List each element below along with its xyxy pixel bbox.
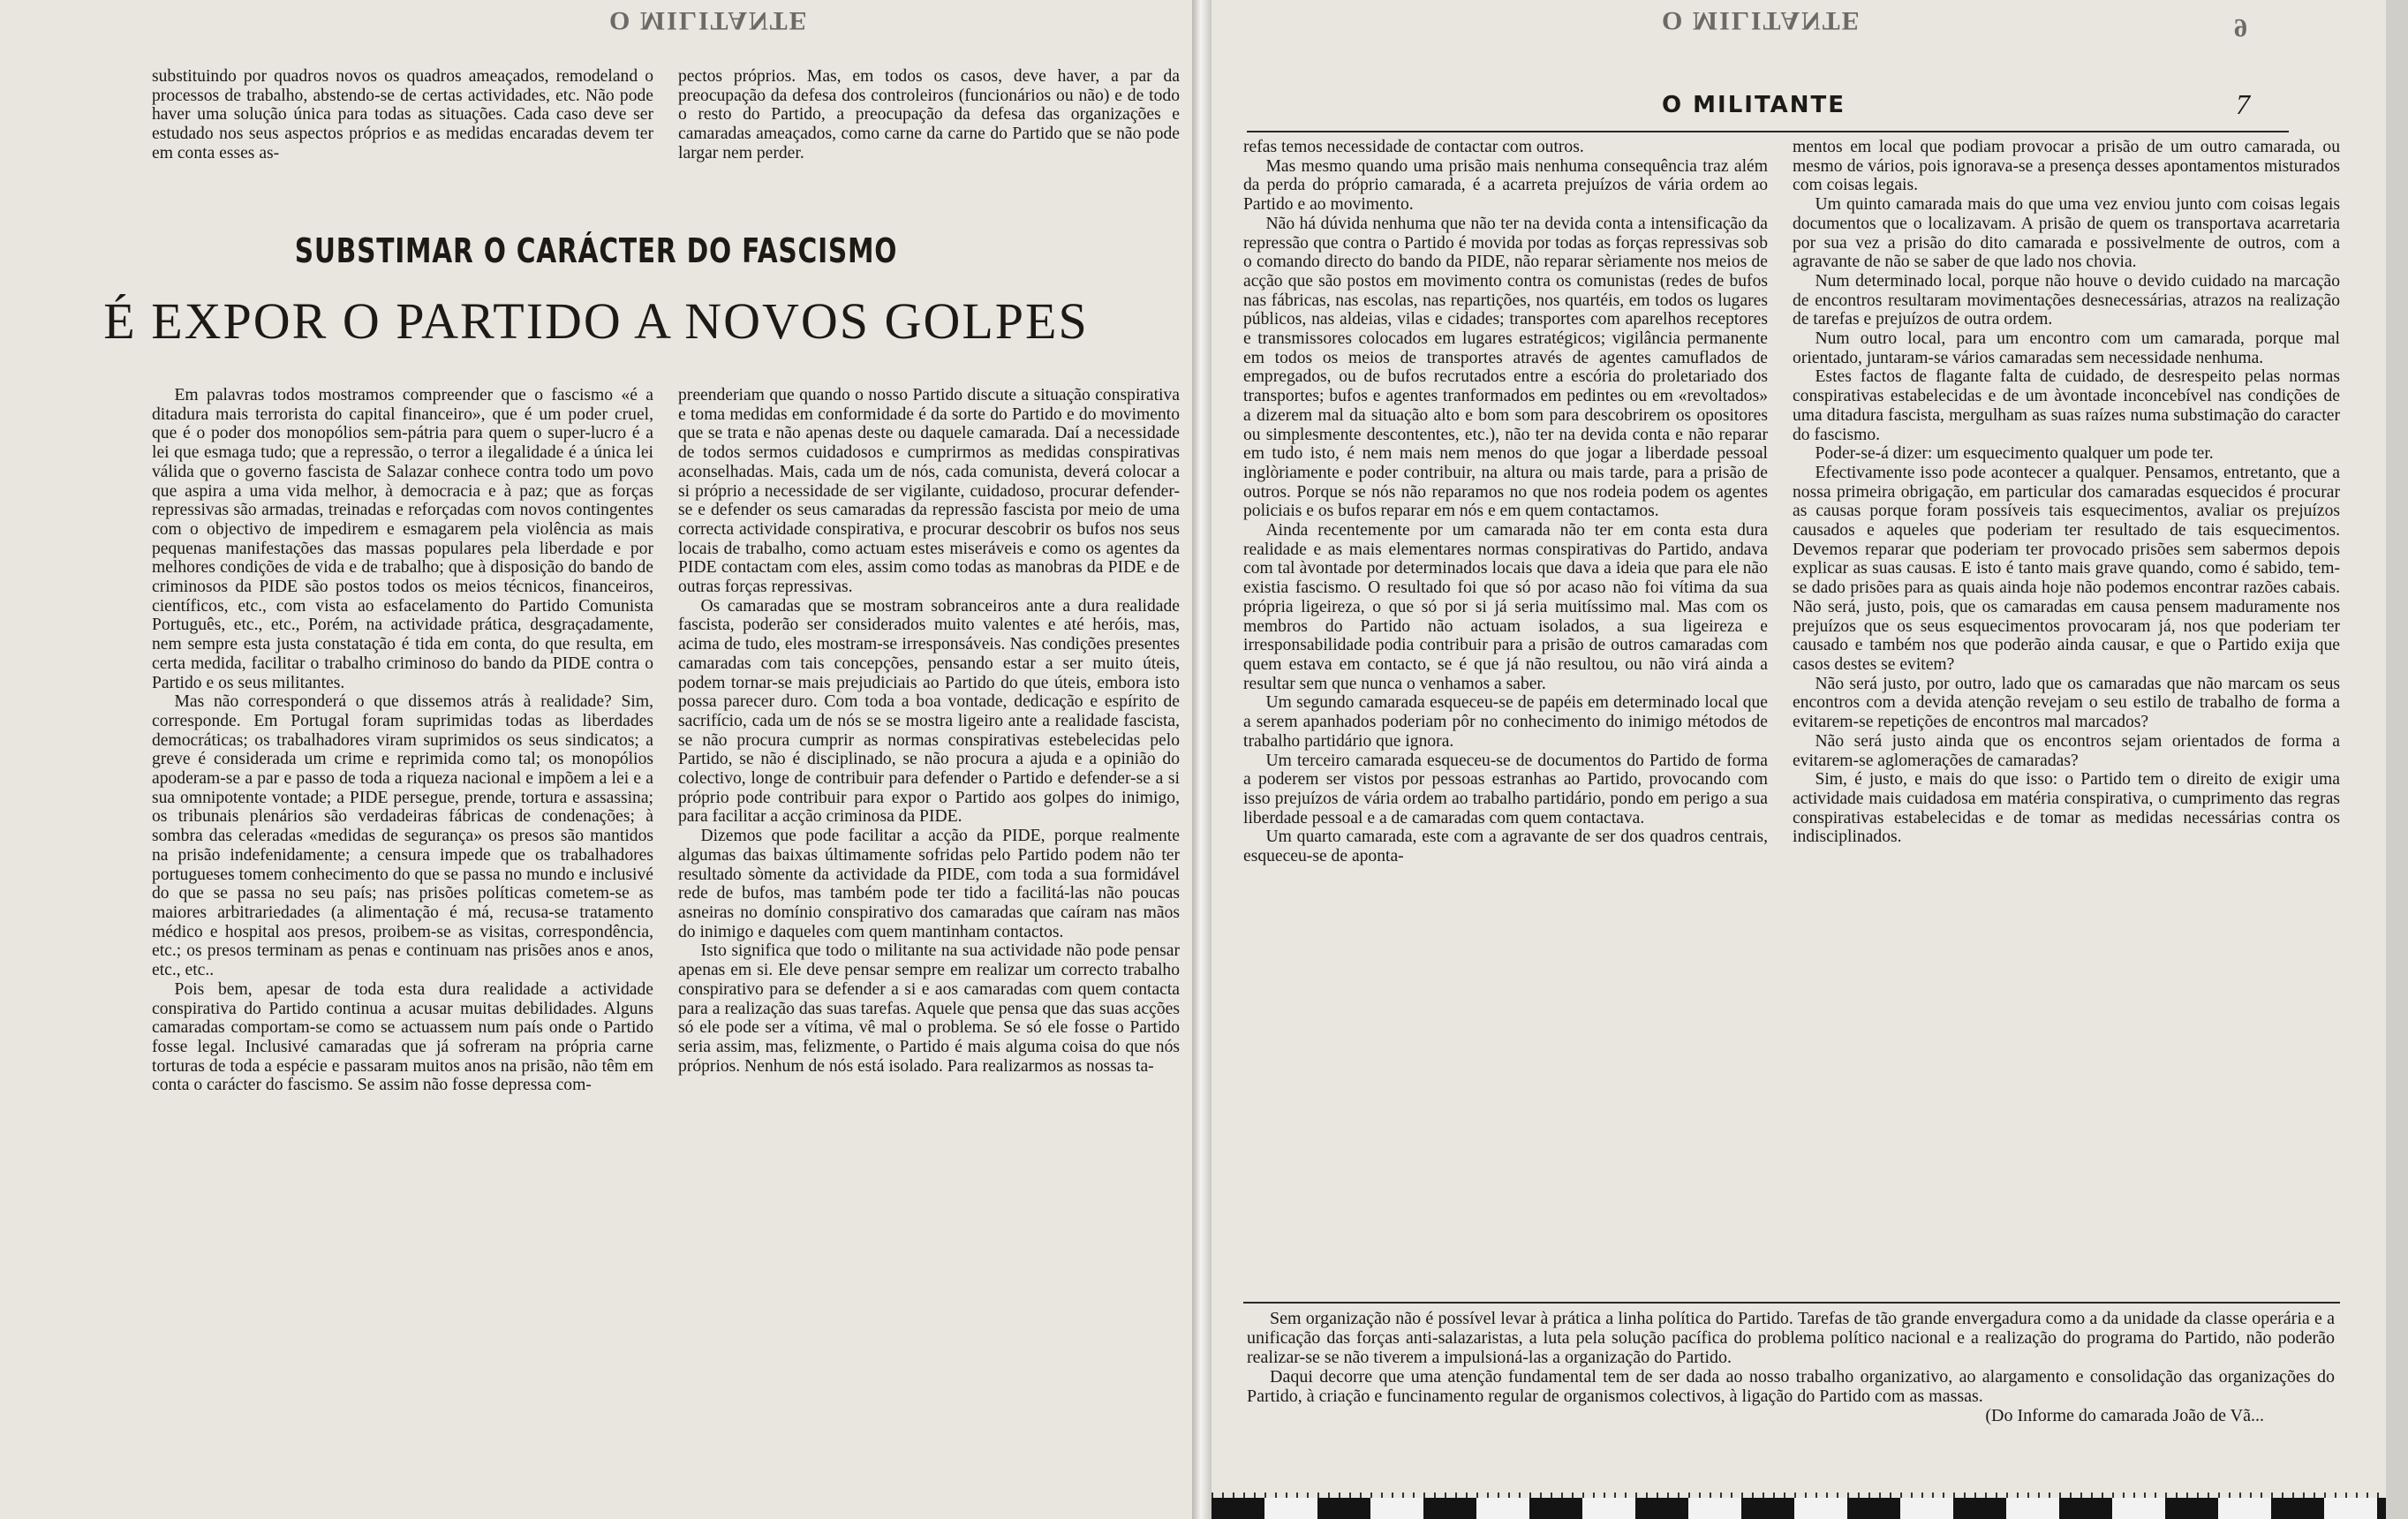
paragraph: Um quinto camarada mais do que uma vez enviou junto com coisas legais documentos que o localizavam. A prisão de quem os transportava acarretaria por sua vez a prisão do dito camarada e possivelmente de outros, com a agravante de não se saber de que lado nos chovia. [1793, 195, 2340, 272]
page-gutter [1192, 0, 1212, 1519]
paragraph: Efectivamente isso pode acontecer a qualquer. Pensamos, entretanto, que a nossa primeira obrigação, em particular dos camaradas esquecidos é procurar as causas porque foram possíveis tais esquecimentos, avaliar os prejuízos causados e aqueles que poderiam ter resultado de tais esquecimentos. Devemos reparar que poderiam ter provocado prisões sem sabermos depois explicar as suas causas. E isto é tanto mais grave quando, como é sabido, tem-se dado prisões para as quais ainda hoje não podemos encontrar razões cabais. Não será, justo, pois, que os camaradas em causa pensem maduramente nos prejuízos que os seus esquecimentos provocaram já, nos que poderiam ter causado e também nos que poderão ainda causar, e que o Partido exija que casos destes se evitem? [1793, 463, 2340, 674]
article-column-4 [1793, 138, 2340, 847]
paragraph: Num outro local, para um encontro com um camarada, porque mal orientado, juntaram-se vários camaradas sem necessidade nenhuma. [1793, 329, 2340, 367]
headline-subtitle: SUBSTIMAR O CARÁCTER DO FASCISMO [294, 231, 898, 270]
paragraph: Dizemos que pode facilitar a acção da PIDE, porque realmente algumas das baixas últimamente sofridas pelo Partido podem não ter resultado sòmente da actividade da PIDE, com toda a sua formidável rede de bufos, mas também pode ter tido a facilitá-las não poucas asneiras no domínio conspirativo dos camaradas que caíram nas mãos do inimigo e daqueles com quem mantinham contactos. [678, 827, 1180, 941]
paragraph: refas temos necessidade de contactar com outros. [1243, 138, 1584, 156]
right-page [1212, 0, 2386, 1519]
headline-title: É EXPOR O PARTIDO A NOVOS GOLPES [103, 292, 1089, 350]
paragraph: Mas não corresponderá o que dissemos atrás à realidade? Sim, corresponde. Em Portugal foram suprimidas todas as liberdades democráticas; os trabalhadores viram suprimidos os seus sindicatos; a greve é considerada um crime e reprimida como tal; os monopólios apoderam-se a par e passo de toda a riqueza nacional e impõem a lei e a sua omnipotente vontade; a PIDE persegue, prende, tortura e assassina; os tribunais plenários são verdadeiras fábricas de condenações; à sombra das celeradas «medidas de segurança» os presos são mantidos na prisão indefenidamente; a censura impede que os trabalhadores portugueses tomem conhecimento do que se passa no mundo e inclusivé do que se passa no seu país; nas prisões políticas cometem-se as maiores arbitrariedades (a alimentação é má, recusa-se tratamento médico e hospital aos presos, proibem-se as visitas, correspondência, etc.; os presos terminam as penas e continuam nas prisões anos e anos, etc., etc.. [152, 692, 653, 980]
paragraph: preenderiam que quando o nosso Partido discute a situação conspirativa e toma medidas em conformidade é da sorte do Partido e do movimento que se trata e não apenas deste ou daquele camarada. Daí a necessidade de todos sermos cuidadosos e cumprirmos as medidas conspirativas aconselhadas. Mais, cada um de nós, cada comunista, deverá colocar a si próprio a necessidade de ser vigilante, cuidadoso, procurar defender-se e defender os seus camaradas da repressão fascista por meio de uma correcta actividade conspirativa, e procurar descobrir os bufos nos seus locais de trabalho, como actuam estes miseráveis e como os agentes da PIDE contactam com eles, assim como todas as manobras da PIDE e de outras forças repressivas. [678, 386, 1180, 597]
paragraph: Os camaradas que se mostram sobranceiros ante a dura realidade fascista, poderão ser considerados muito valentes e até heróis, mas, acima de tudo, eles mostram-se irresponsáveis. Nas condições presentes camaradas com tais concepções, pensando estar a ser muito úteis, podem tornar-se mais prejudiciais ao Partido do que úteis, embora isto possa parecer duro. Com toda a boa vontade, dedicação e espírito de sacrifício, cada um de nós se se mostra ligeiro ante a realidade fascista, se não procura cumprir as normas conspirativas estebelecidas pelo Partido, se não é disciplinado, se não procura a ajuda e a opinião do colectivo, longe de contribuir para defender o Partido e defender-se a si próprio pode contribuir para expor o Partido aos golpes do inimigo, para facilitar a acção criminosa da PIDE. [678, 596, 1180, 827]
page-number: 7 [2236, 88, 2250, 120]
paragraph: Um terceiro camarada esqueceu-se de documentos do Partido de forma a poderem ser vistos por pessoas estranhas ao Partido, provocando com isso prejuízos de vária ordem ao trabalho partidário, pondo em perigo a sua liberdade pessoal e a de camaradas com quem contactava. [1243, 751, 1768, 828]
scale-ruler [1212, 1498, 2386, 1519]
header-rule [1247, 131, 2289, 132]
paragraph: pectos próprios. Mas, em todos os casos, deve haver, a par da preocupação da defesa dos controleiros (funcionários ou não) e de todo o resto do Partido, a preocupação da defesa das organizações e camaradas ameaçados, como carne da carne do Partido que se não pode largar nem perder. [678, 67, 1180, 162]
footnote-rule [1243, 1302, 2340, 1304]
footnote-source: (Do Informe do camarada João de Vã... [1985, 1406, 2264, 1425]
paragraph: Daqui decorre que uma atenção fundamental tem de ser dada ao nosso trabalho organizativo, ao alargamento e consolidação das organizações do Partido, à criação e funcinamento regular de organismos colectivos, à ligação do Partido com as massas. [1247, 1367, 2335, 1406]
paragraph: Em palavras todos mostramos compreender que o fascismo «é a ditadura mais terrorista do capital financeiro», que é um poder cruel, que é o poder dos monopólios sem-pátria para quem o super-lucro é a lei que esmaga tudo; que a repressão, o terror a ilegalidade é a única lei válida que o governo fascista de Salazar conhece contra todo um povo que aspira a uma vida melhor, à democracia e à paz; que as forças repressivas são armadas, treinadas e reforçadas com novos contingentes com o objectivo de impedirem e esmagarem pela violência as mais pequenas manifestações das massas populares pela liberdade e por melhores condições de vida e de trabalho; que à disposição do bando de criminosos da PIDE são postos todos os meios técnicos, financeiros, científicos, etc., com vista ao esfacelamento do Partido Comunista Português, etc., etc., Porém, na actividade prática, desgraçadamente, nem sempre esta justa constatação é tida em conta, do que resulta, em certa medida, facilitar o trabalho criminoso do bando da PIDE contra o Partido e os seus militantes. [152, 386, 653, 692]
paragraph: Pois bem, apesar de toda esta dura realidade a actividade conspirativa do Partido continua a acusar muitas debilidades. Alguns camaradas comportam-se como se actuassem num país onde o Partido fosse legal. Inclusivé camaradas que já sofreram na própria carne torturas de toda a espécie e passaram muitos anos na prisão, não têm em conta o carácter do fascismo. Se assim não fosse depressa com- [152, 979, 653, 1095]
paragraph: Um quarto camarada, este com a agravante de ser dos quadros centrais, esqueceu-se de aponta- [1243, 828, 1768, 866]
paragraph: Num determinado local, porque não houve o devido cuidado na marcação de encontros resultaram movimentações desnecessárias, atrazos na realização de tarefas e prejuízos de outra ordem. [1793, 271, 2340, 329]
paragraph: Não será justo ainda que os encontros sejam orientados de forma a evitarem-se aglomerações de camaradas? [1793, 731, 2340, 770]
paragraph: substituindo por quadros novos os quadros ameaçados, remodeland o processos de trabalho, abstendo-se de certas actividades, etc. Não pode haver uma solução única para todas as situações. Cada caso deve ser estudado nos seus aspectos próprios e as medidas encaradas devem ter em conta esses as- [152, 67, 653, 162]
paragraph: Sem organização não é possível levar à prática a linha política do Partido. Tarefas de tão grande envergadura como a da unidade da classe operária e a unificação das forças anti-salazaristas, a luta pela solução pacífica do problema político nacional e a realização do programa do Partido, não poderão realizar-se se não tiverem a impulsioná-las a organização do Partido. [1247, 1309, 2335, 1367]
paragraph: Ainda recentemente por um camarada não ter em conta esta dura realidade e as mais elementares normas conspirativas do Partido, andava com tal àvontade por determinados locais que dava a ideia que para ele não existia fascismo. O resultado foi que só por acaso não foi vítima da sua própria ligeireza, o que só por si já seria muitíssimo mal. Mas com os membros do Partido não actuam isolados, a sua ligeireza e irresponsabilidade podia contribuir para a prisão de outros camaradas com quem estava em contacto, se é que já não resultou, ou não virá ainda a resultar sem que nunca o venhamos a saber. [1243, 521, 1768, 693]
article-column-2 [678, 386, 1180, 1076]
paragraph: Poder-se-á dizer: um esquecimento qualquer um pode ter. [1815, 444, 2214, 464]
right-bleed-title: O MILITANTE [1662, 6, 1861, 35]
article-column-1 [152, 386, 653, 1095]
paragraph: mentos em local que podiam provocar a prisão de um outro camarada, ou mesmo de vários, pois ignorava-se a presença desses apontamentos misturados com coisas legais. [1793, 138, 2340, 195]
scan-edge [2386, 0, 2408, 1519]
running-head: O MILITANTE [1662, 92, 1846, 118]
paragraph: Sim, é justo, e mais do que isso: o Partido tem o direito de exigir uma actividade mais cuidadosa em matéria conspirativa, o cumprimento das regras conspirativas estabelecidas e de tomar as medidas necessárias contra os indisciplinados. [1793, 770, 2340, 847]
right-bleed-page-number: 9 [2234, 13, 2249, 42]
paragraph: Mas mesmo quando uma prisão mais nenhuma consequência traz além da perda do próprio camarada, é a acarreta prejuízos de vária ordem ao Partido e ao movimento. [1243, 156, 1768, 215]
left-bleed-title: O MILITANTE [609, 6, 809, 35]
intro-column-right [678, 67, 1180, 163]
paragraph: Um segundo camarada esqueceu-se de papéis em determinado local que a serem apanhados poderiam pôr no conhecimento do inimigo métodos de trabalho partidário que ignora. [1243, 693, 1768, 751]
intro-column-left [152, 67, 653, 163]
paragraph: Não há dúvida nenhuma que não ter na devida conta a intensificação da repressão que contra o Partido é movida por todas as forças repressivas sob o comando directo do bando da PIDE, não reparar sèriamente nos meios de acção que são postos em movimento contra os comunistas (redes de bufos nas fábricas, nas escolas, nas repartições, nos quartéis, em todos os lugares públicos, nas aldeias, vilas e cidades; transportes com aparelhos receptores e transmissores colocados em lugares estratégicos; vigilância permanente em todos os meios de transportes através de agentes camuflados de empregados, ou de bufos recrutados entre a escória do proletariado dos transportes; bufos e agentes tranformados em pedintes ou em «revoltados» a dizerem mal da situação alto e bom som para descobrirem os opositores ou simplesmente descontentes, etc.), não ter na devida conta e não reparar em tudo isto, é nem mais nem menos do que jogar a liberdade pessoal inglòriamente e poder contribuir, na altura ou mais tarde, para a prisão de outros. Porque se nós não reparamos no que nos rodeia podem os agentes policiais e os bufos reparar em nós e em quem contactamos. [1243, 214, 1768, 521]
paragraph: Estes factos de flagante falta de cuidado, de desrespeito pelas normas conspirativas estabelecidas e de um àvontade inconcebível nas condições de uma ditadura fascista, mergulham as suas raízes numa substimação do caracter do fascismo. [1793, 367, 2340, 444]
footnote-box [1247, 1309, 2335, 1425]
paragraph: Isto significa que todo o militante na sua actividade não pode pensar apenas em si. Ele deve pensar sempre em realizar um correcto trabalho conspirativo para se defender a si e aos camaradas com quem contacta para a realização das suas tarefas. Aquele que pensa que das suas acções só ele pode ser a vítima, vê mal o problema. Se só ele fosse o Partido seria assim, mas, felizmente, o Partido é mais alguma coisa do que nós próprios. Nenhum de nós está isolado. Para realizarmos as nossas ta- [678, 941, 1180, 1076]
paragraph: Não será justo, por outro, lado que os camaradas que não marcam os seus encontros com a devida atenção revejam o seu estilo de trabalho de forma a evitarem-se repetições de encontros mal marcados? [1793, 674, 2340, 732]
left-page [0, 0, 1192, 1519]
article-column-3 [1243, 138, 1768, 866]
